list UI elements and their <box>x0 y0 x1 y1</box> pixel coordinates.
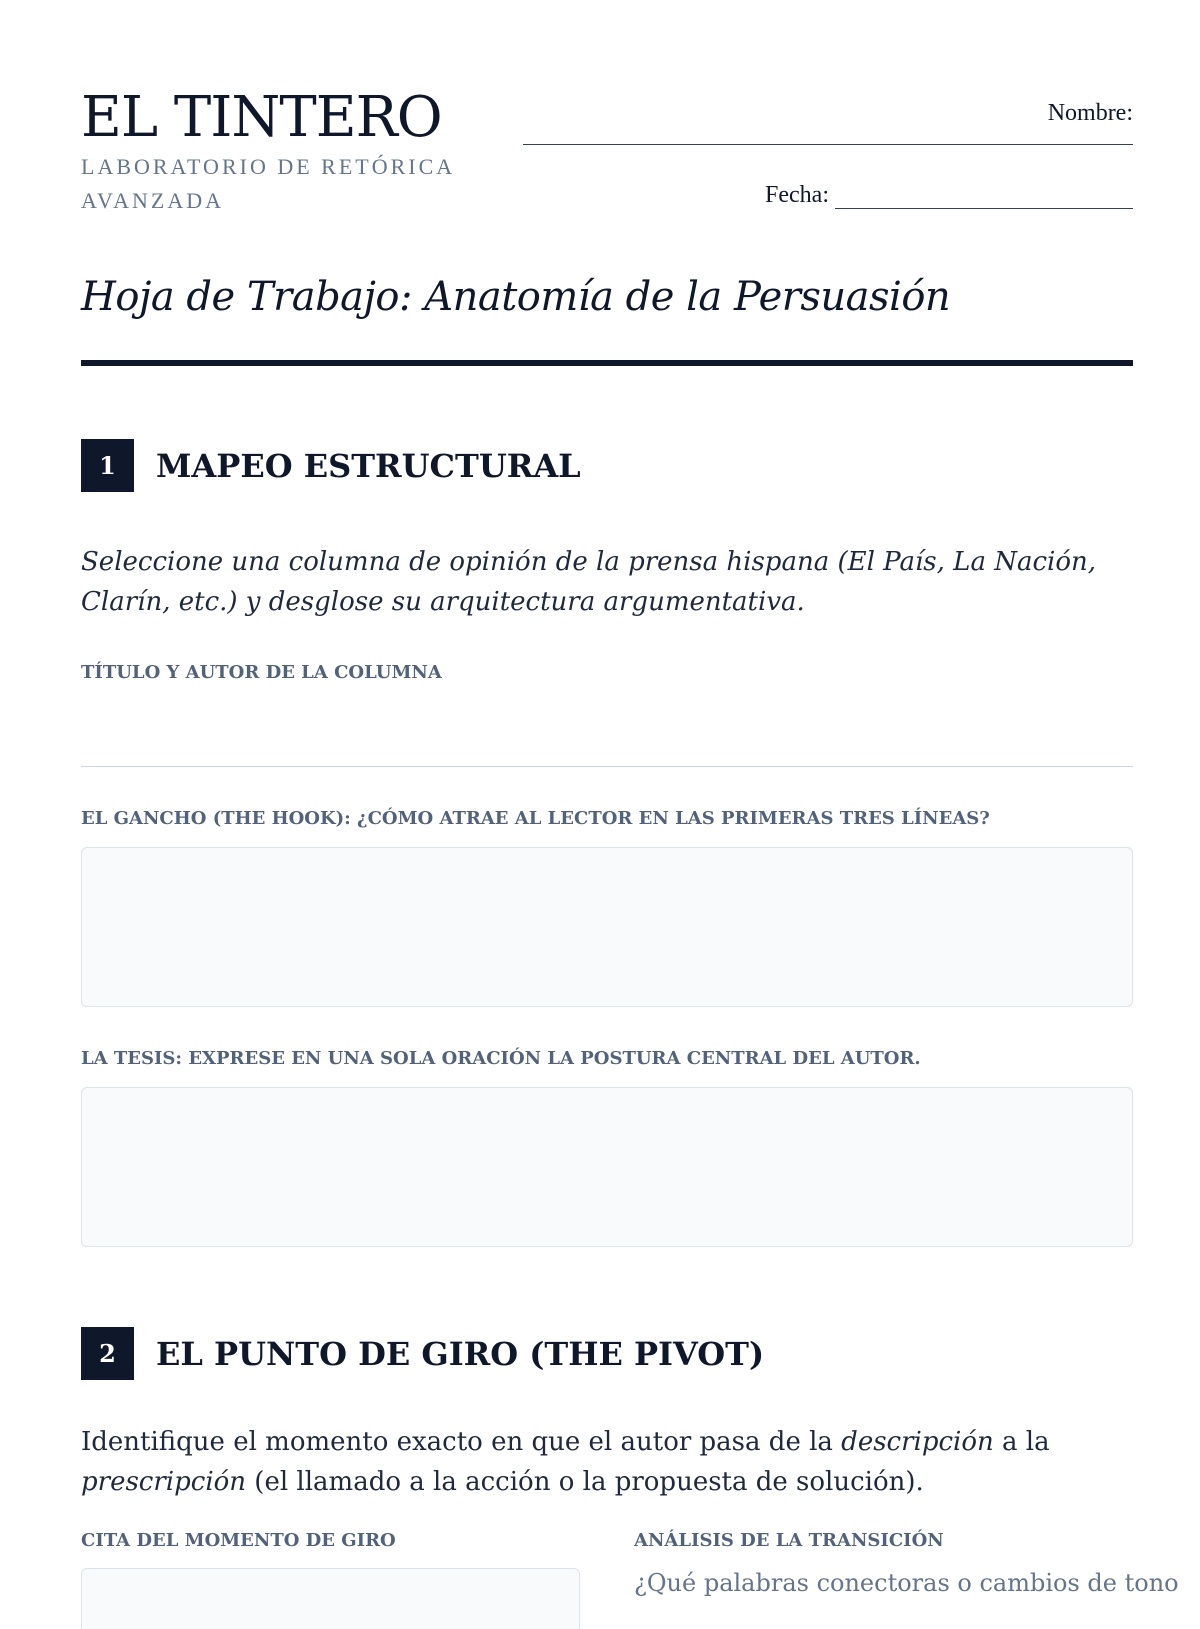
student-meta <box>513 100 1133 210</box>
section-title: EL PUNTO DE GIRO (THE PIVOT) <box>156 1334 765 1373</box>
thesis-label: LA TESIS: EXPRESE EN UNA SOLA ORACIÓN LA POSTURA CENTRAL DEL AUTOR. <box>81 1048 921 1069</box>
section-title: MAPEO ESTRUCTURAL <box>156 446 581 485</box>
worksheet-header <box>81 84 1133 214</box>
hook-answer-box[interactable] <box>81 847 1133 1007</box>
column-title-author-field[interactable] <box>81 726 1133 767</box>
section-1-instructions: Seleccione una columna de opinión de la prensa hispana (El País, La Nación, Clarín, etc.) y desglose su arquitectura argumentativa. <box>81 547 1097 617</box>
hook-label: EL GANCHO (THE HOOK): ¿CÓMO ATRAE AL LECTOR EN LAS PRIMERAS TRES LÍNEAS? <box>81 808 990 829</box>
date-label: Fecha: <box>765 182 829 208</box>
column-title-author-label: TÍTULO Y AUTOR DE LA COLUMNA <box>81 662 442 683</box>
intro-emphasis: prescripción <box>81 1467 247 1497</box>
brand-title: EL TINTERO <box>81 85 442 150</box>
worksheet-page <box>81 0 1179 1600</box>
transition-analysis-prompt: ¿Qué palabras conectoras o cambios de tono <box>634 1569 1179 1597</box>
section-number-badge: 1 <box>81 439 134 492</box>
intro-text: (el llamado a la acción o la propuesta de solución). <box>246 1467 924 1497</box>
name-label: Nombre: <box>1047 100 1133 126</box>
section-1-header <box>81 439 581 492</box>
transition-analysis-label: ANÁLISIS DE LA TRANSICIÓN <box>634 1530 944 1551</box>
pivot-quote-box[interactable] <box>81 1568 580 1629</box>
title-divider <box>81 360 1133 366</box>
section-2-instructions <box>81 1422 1133 1502</box>
date-field[interactable] <box>835 186 1133 209</box>
pivot-quote-label: CITA DEL MOMENTO DE GIRO <box>81 1530 396 1551</box>
date-row <box>765 182 1133 209</box>
intro-text: a la <box>993 1427 1050 1457</box>
intro-emphasis: descripción <box>841 1427 994 1457</box>
thesis-answer-box[interactable] <box>81 1087 1133 1247</box>
brand-subtitle: LABORATORIO DE RETÓRICA AVANZADA <box>81 154 454 213</box>
section-2-header <box>81 1327 764 1380</box>
name-field[interactable] <box>523 144 1133 145</box>
section-number-badge: 2 <box>81 1327 134 1380</box>
page-title: Hoja de Trabajo: Anatomía de la Persuasión <box>81 274 951 320</box>
intro-text: Identifique el momento exacto en que el autor pasa de la <box>81 1427 842 1457</box>
